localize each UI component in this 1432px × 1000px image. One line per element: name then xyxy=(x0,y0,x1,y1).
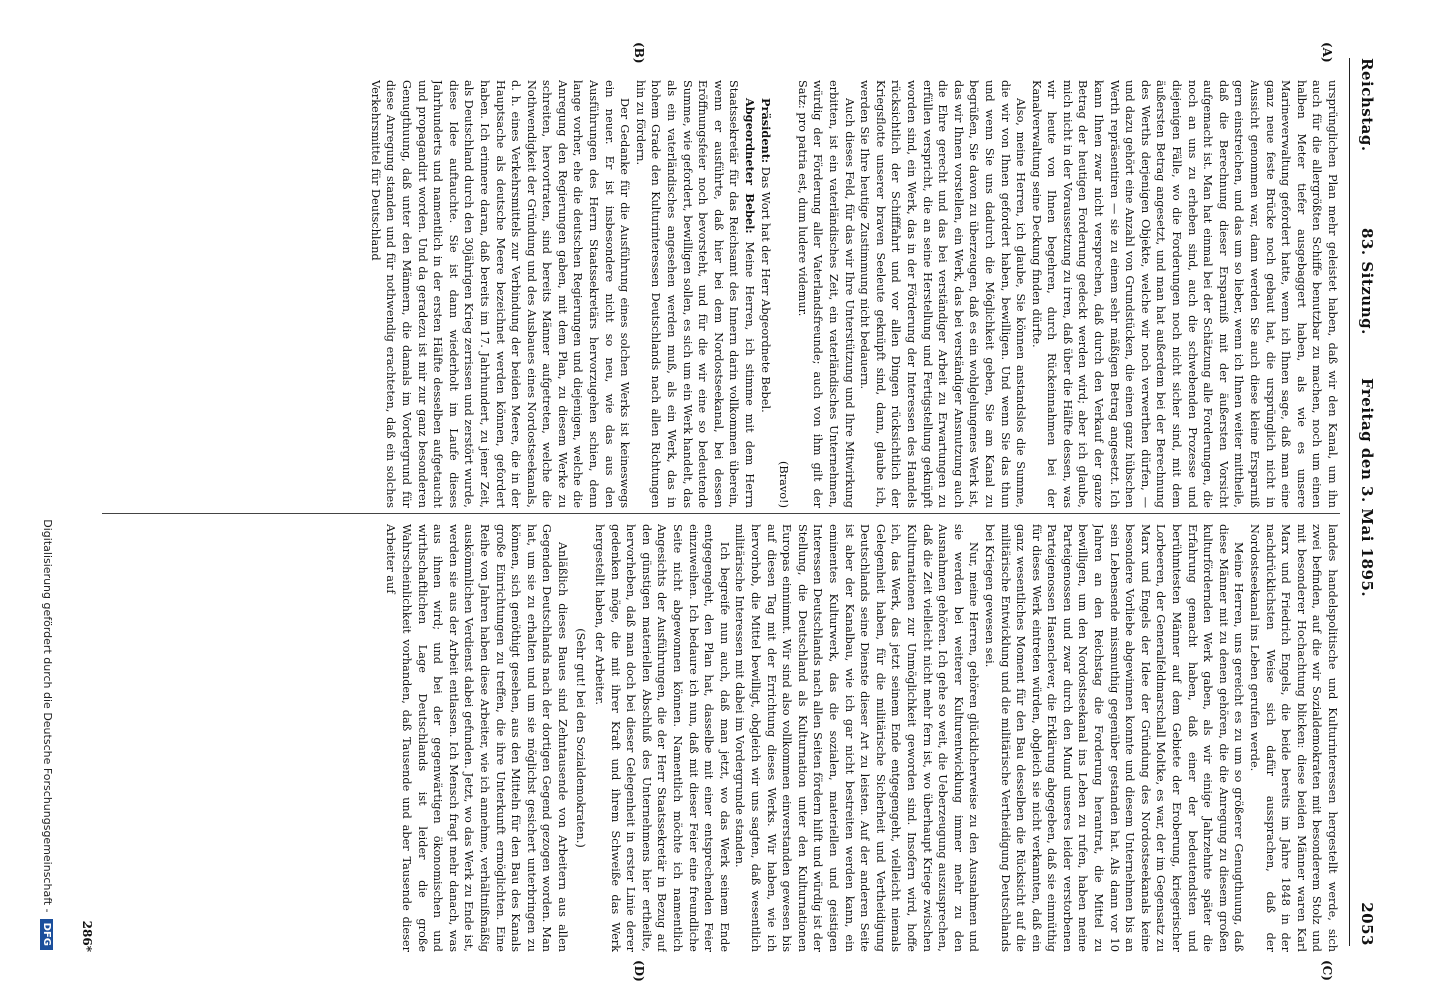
dfg-logo: DFG xyxy=(40,919,53,950)
right-column xyxy=(100,524,1340,952)
bebel-paragraph xyxy=(632,80,757,508)
reichstag-page xyxy=(16,20,1416,980)
credit-text: Digitalisierung gefördert durch die Deutsche Forschungsgemeinschaft - xyxy=(41,519,54,913)
running-header xyxy=(1352,58,1376,946)
header-session: 83. Sitzung. xyxy=(1358,228,1376,335)
applause-note: (Bravo!) xyxy=(777,461,791,508)
paragraph: Nur, meine Herren, gehören glücklicherweise zu den Ausnahmen und sie werden bei weiterer Kulturentwicklung immer mehr zu den Ausnahmen gehören. Ich gehe so weit, die Ueberzeugung auszusprechen, daß die Zeit vielleicht nicht mehr fern ist, wo überhaupt Kriege zwischen Kulturnationen zur Unmöglichkeit geworden sind. Insofern wird, hoffe ich, das Werk, das jetzt seinem Ende entgegengeht, vielleicht niemals Gelegenheit haben, für die militärische Sicherheit und Vertheidigung Deutschlands seine Dienste dieser Art zu leisten. Auf der anderen Seite ist aber der Kanalbau, wie ich gar nicht bestreiten werden kann, ein eminentes Kulturwerk, das die sozialen, materiellen und geistigen Interessen Deutschlands nach allen Seiten fördern hilft und würdig ist der Stellung, die Deutschland als Kulturnation unter den Kulturnationen Europas einnimmt. Wir sind also vollkommen einverstanden gewesen bis auf diesen Tag mit der Errichtung dieses Werks. Wir haben, wie ich hervorhob, die Mittel bewilligt, obgleich wir uns sagten, daß wesentlich militärische Interessen mit dabei im Vordergrunde standen. xyxy=(733,524,981,952)
president-paragraph xyxy=(757,80,773,508)
paragraph: Ich begreife nun auch, daß man jetzt, wo das Werk seinem Ende entgegengeht, den Plan hat, dasselbe mit einer entsprechenden Feier einzuweihen. Ich bedaure ich nun, daß mit dieser Feier eine freundliche Seite nicht abgewonnen können. Namentlich möchte ich namentlich Angesichts der Ausführungen, die der Herr Staatssekretär in Bezug auf den günstigen materiellen Abschluß des Unternehmens hier ertheilte, hervorheben, daß man doch bei dieser Gelegenheit in erster Linie derer gedenken möge, die mit ihrer Kraft und ihrem Schweiße das Werk hergestellt haben, der Arbeiter. xyxy=(593,524,731,952)
applause-note: (Sehr gut! bei den Sozialdemokraten.) xyxy=(574,628,588,848)
digitization-credit xyxy=(40,48,54,950)
margin-marker-d: (D) xyxy=(632,960,646,982)
paragraph: landes handelspolitische und Kulturinteressen hergestellt werde, sich zwei befinden, auf die wir Sozialdemokraten mit besonderem Stolz und mit besonderer Hochachtung blicken: diese beiden Männer waren Karl Marx und Friedrich Engels, die beide bereits im Jahre 1848 in der nachdrücklichsten Weise sich dafür aussprachen, daß der Nordostseekanal ins Leben gerufen werde. xyxy=(1248,524,1339,952)
paragraph: Der Gedanke für die Ausführung eines solchen Werks ist keineswegs ein neuer. Er ist insbesondere nicht so neu, wie das aus den Ausführungen des Herrn Staatssekretärs hervorzugehen schien, denn lange vorher, ehe die deutschen Regierungen und diejenigen, welche die Anregung den Regierungen gaben, mit dem Plan, zu diesem Werke zu schreiten, hervortraten, sind bereits Männer aufgetreten, welche die Nothwendigkeit der Gründung und des Ausbaues eines Nordostseekanals, d. h. eines Verkehrsmittels zur Verbindung der beiden Meere, die in der Hauptsache als deutsche Meere bezeichnet werden können, gefordert haben. Ich erinnere daran, daß bereits im 17. Jahrhundert, zu jener Zeit, als Deutschland durch den 30jährigen Krieg zerrissen und zerstört wurde, diese Idee auftauchte. Sie ist dann wiederholt im Laufe dieses Jahrhunderts und namentlich in der ersten Hälfte desselben aufgetaucht und propagandirt worden. Und da geradezu ist mir zur ganz besonderen Genugthuung, daß unter den Männern, die damals im Vordergrund für diese Anregung standen und für nothwendig erachteten, daß ein solches Verkehrsmittel für Deutschland xyxy=(368,80,632,508)
column-divider xyxy=(102,513,1340,514)
speaker-label: Präsident: xyxy=(758,98,773,164)
speaker-text: Meine Herren, ich stimme mit dem Herrn Staatssekretär für das Reichsamt des Innern darin vollkommen überein, wenn er ausführte, daß hier bei dem Nordostseekanal, bei dessen Eröffnungsfeier noch bevorsteht, und für die wir eine so bedeutende Summe, wie gefordert, bewilligen sollen, es sich um ein Werk handelt, das als ein vaterländisches angesehen werden muß, als ein Werk, das in hohem Grade den Kulturinteressen Deutschlands nach allen Richtungen hin zu fördern. xyxy=(633,80,757,508)
sheet-number: 286* xyxy=(80,920,94,952)
paragraph: Anläßlich dieses Baues sind Zehntausende von Arbeitern aus allen Gegenden Deutschlands nach der dortigen Gegend gezogen worden. Man hat, um sie zu erhalten und um sie möglichst gesichert unterbringen zu können, sich genöthigt gesehen, aus den Mitteln für den Bau des Kanals große Einrichtungen zu treffen, die ihre Unterkunft ermöglichten. Eine Reihe von Jahren haben diese Arbeiter, wie ich annehme, verhältnißmäßig auskömmlichen Verdienst dabei gefunden. Jetzt, wo das Werk zu Ende ist, werden sie aus der Arbeit entlassen. Ich Mensch fragt mehr danach, was aus ihnen wird; und bei der gegenwärtigen ökonomischen und wirthschaftlichen Lage Deutschlands ist leider die große Wahrscheinlichkeit vorhanden, daß Tausende und aber Tausende dieser Arbeiter auf xyxy=(384,524,569,952)
paragraph: Also, meine Herren, ich glaube, Sie können anstandslos die Summe, die wir von Ihnen gefordert haben, bewilligen. Und wenn Sie das thun und wenn Sie uns dadurch die Möglichkeit geben, Sie am Kanal zu begrüßen, Sie davon zu überzeugen, daß es ein wohlgelungenes Werk ist, das wir Ihnen vorstellen, ein Werk, das bei verständiger Ansnutzung auch die Ehre gerecht und das bei verständiger Arbeit zu Erwartungen zu erfüllen verspricht, die an seine Herstellung und Fertigstellung geknüpft worden sind, ein Werk, das in der Förderung der Interessen des Handels rücksichtlich der Schifffahrt und vor allen Dingen rücksichtlich der Kriegsflotte unserer braven Seeleute geknüpft sind, dann, glaube ich, werden Sie Ihre heutige Zustimmung nicht bedauern. xyxy=(858,80,1028,508)
paragraph: Auch dieses Feld, für das wir Ihre Unterstützung und Ihre Mitwirkung erbitten, ist ein vaterländisches Zeit, ein vaterländisches Unternehmen, würdig der Förderung aller Vaterlandsfreunde; auch von ihm gilt der Satz: pro patria est, dum ludere videmur. xyxy=(795,80,856,508)
margin-marker-b: (B) xyxy=(632,42,646,64)
paragraph: ursprünglichen Plan mehr geleistet haben, daß wir den Kanal, um ihn auch für die allergrößten Schiffe benutzbar zu machen, noch um einen halben Meter tiefer ausgebaggert haben, als wie es unsere Marineverwaltung gefordert hatte, wenn ich Ihnen sage, daß man eine ganz neue feste Brücke noch gebaut hat, die ursprünglich nicht in Aussicht genommen war, dann werden Sie auch diese kleine Ersparniß gern einstreichen, und das um so lieber, wenn ich Ihnen weiter mittheile, daß die Berechnung dieser Ersparniß mit der äußersten Vorsicht aufgemacht ist. Man hat einmal bei der Schätzung alle Forderungen, die noch an uns zu erheben sind, auch die schwebenden Prozesse und diejenigen Fälle, wo die Forderungen noch nicht sicher sind, mit dem äußersten Betrag angesetzt, und man hat außerdem bei der Berechnung des Werths derjenigen Objekte, welche wir noch verwerthen dürfen, — und dazu gehört eine Anzahl von Grundstücken, die einen ganz hübschen Werth repräsentiren — sie zu einem sehr mäßigen Betrag angesetzt. Ich kann Ihnen zwar nicht versprechen, daß durch den Verkauf der ganze Betrag der heutigen Forderung gedeckt werden wird; aber ich glaube, mich nicht in der Voraussetzung zu irren, daß über die Hälfte dessen, was wir heute von Ihnen begehren, durch Rückeinnahmen bei der Kanalverwaltung seine Deckung finden dürfte. xyxy=(1029,80,1339,508)
speaker-text: Das Wort hat der Herr Abgeordnete Bebel. xyxy=(758,166,772,413)
margin-marker-c: (C) xyxy=(1320,960,1334,981)
paragraph: Meine Herren, uns gereicht es zu um so größerer Genugthuung, daß diese Männer mit zu denen gehören, die die Anregung zu diesem großen kulturfördernden Werk gaben, als wir einige Jahrzehnte später die Erfahrung gemacht haben, daß einer der bedeutendsten und berühmtesten Männer auf dem Gebiete der Eroberung, kriegerischer Lorbeeren, der Generalfeldmarschall Moltke, es war, der im Gegensatz zu Marx und Engels der Idee der Gründung des Nordostseekanals keine besondere Vorliebe abgewinnen konnte und diesem Unternehmen bis an sein Lebensende missmuthig gegenüber gestanden hat. Als dann vor 10 Jahren an den Reichstag die Forderung herantrat, die Mittel zu bewilligen, um den Nordostseekanal ins Leben zu rufen, haben meine Parteigenossen und zwar durch den Mund unseres leider verstorbenen Parteigenossen Hasenclever, die Erklärung abgegeben, daß sie einmüthig für dieses Werk eintreten würden, obgleich sie nicht verkannten, daß ein ganz wesentliches Moment für den Bau desselben die Rücksicht auf die militärische Entwicklung und die militärische Vertheidigung Deutschlands bei Kriegen gewesen sei. xyxy=(982,524,1246,952)
header-date: Freitag den 3. Mai 1895. xyxy=(1358,378,1376,598)
speaker-label: Abgeordneter Bebel: xyxy=(743,98,758,234)
header-title: Reichstag. xyxy=(1358,58,1376,152)
header-page-number: 2053 xyxy=(1358,902,1376,946)
margin-marker-a: (A) xyxy=(1320,42,1334,63)
header-rule xyxy=(1349,58,1350,946)
left-column xyxy=(100,80,1340,508)
